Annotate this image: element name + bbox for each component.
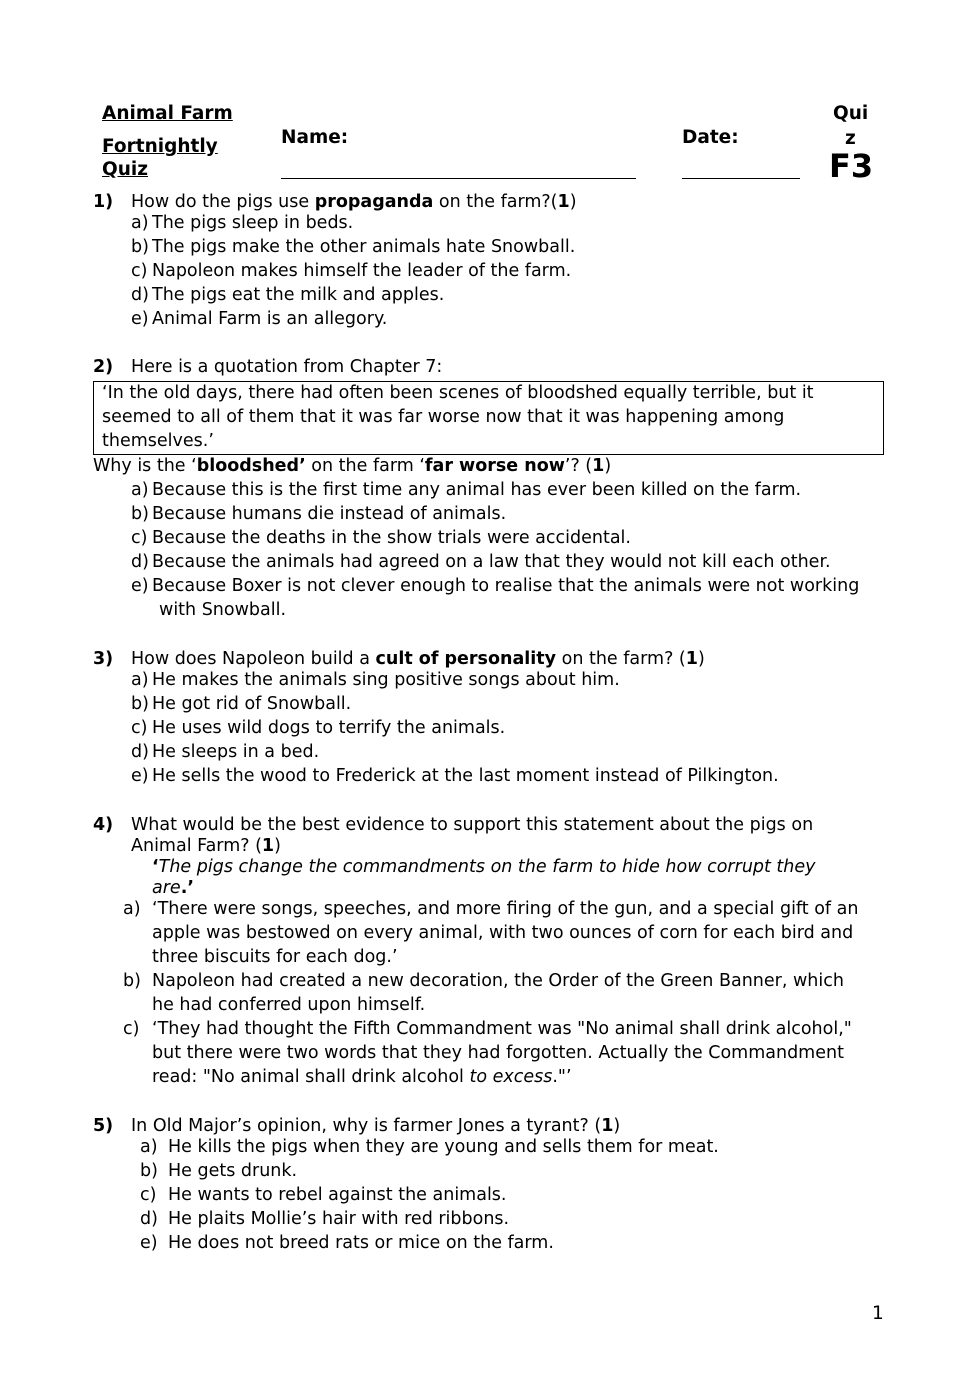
question-4-option-b-line-2: he had conferred upon himself. <box>152 995 426 1015</box>
question-3-text: How does Napoleon build a cult of personality on the farm? (1) <box>131 649 705 669</box>
question-2-option-d[interactable]: d) Because the animals had agreed on a law that they would not kill each other. <box>131 552 831 572</box>
question-4-option-c-line-3: read: "No animal shall drink alcohol to excess."’ <box>152 1067 572 1087</box>
question-4-number: 4) <box>93 815 114 835</box>
question-5-option-a[interactable]: a) He kills the pigs when they are young and sells them for meat. <box>140 1137 719 1157</box>
question-4-option-b-line-1: Napoleon had created a new decoration, the Order of the Green Banner, which <box>152 971 844 991</box>
date-label: Date: <box>682 127 739 148</box>
question-4-option-c-letter[interactable]: c) <box>123 1019 140 1039</box>
question-4-statement-line-2: are.’ <box>152 878 194 898</box>
question-5-option-c[interactable]: c) He wants to rebel against the animals. <box>140 1185 507 1205</box>
question-4-option-b-letter[interactable]: b) <box>123 971 141 991</box>
question-4-option-a-line-2: apple was bestowed on every animal, with two ounces of corn for each bird and <box>152 923 854 943</box>
question-2-option-e-continued: with Snowball. <box>159 600 287 620</box>
quiz-title-line3: Quiz <box>102 159 149 180</box>
question-2-option-a[interactable]: a) Because this is the first time any animal has ever been killed on the farm. <box>131 480 802 500</box>
quotation-line-3: themselves.’ <box>102 431 214 451</box>
question-3-option-e[interactable]: e) He sells the wood to Frederick at the last moment instead of Pilkington. <box>131 766 779 786</box>
quiz-label-part2: z <box>845 128 856 149</box>
question-3-option-a[interactable]: a) He makes the animals sing positive songs about him. <box>131 670 620 690</box>
question-1-option-b[interactable]: b) The pigs make the other animals hate Snowball. <box>131 237 576 257</box>
question-1-text: How do the pigs use propaganda on the farm?(1) <box>131 192 577 212</box>
question-5-option-b[interactable]: b) He gets drunk. <box>140 1161 298 1181</box>
quiz-title-line2: Fortnightly <box>102 136 218 157</box>
question-2-option-e[interactable]: e) Because Boxer is not clever enough to realise that the animals were not working <box>131 576 860 596</box>
question-2-number: 2) <box>93 357 114 377</box>
question-5-number: 5) <box>93 1116 114 1136</box>
question-2-option-c[interactable]: c) Because the deaths in the show trials were accidental. <box>131 528 631 548</box>
question-4-text-line-2: Animal Farm? (1) <box>131 836 281 856</box>
question-1-option-c[interactable]: c) Napoleon makes himself the leader of the farm. <box>131 261 572 281</box>
question-4-option-a-line-3: three biscuits for each dog.’ <box>152 947 398 967</box>
page-number: 1 <box>872 1303 884 1324</box>
question-4-text-line-1: What would be the best evidence to support this statement about the pigs on <box>131 815 814 835</box>
name-label: Name: <box>281 127 349 148</box>
question-5-option-d[interactable]: d) He plaits Mollie’s hair with red ribbons. <box>140 1209 510 1229</box>
question-3-number: 3) <box>93 649 114 669</box>
question-4-statement-line-1: ‘The pigs change the commandments on the farm to hide how corrupt they <box>152 857 816 877</box>
question-2-option-b[interactable]: b) Because humans die instead of animals. <box>131 504 507 524</box>
question-5-option-e[interactable]: e) He does not breed rats or mice on the farm. <box>140 1233 554 1253</box>
question-5-text: In Old Major’s opinion, why is farmer Jones a tyrant? (1) <box>131 1116 621 1136</box>
quiz-label-part1: Qui <box>833 103 869 124</box>
name-line[interactable] <box>281 178 636 179</box>
question-3-option-b[interactable]: b) He got rid of Snowball. <box>131 694 352 714</box>
question-1-option-d[interactable]: d) The pigs eat the milk and apples. <box>131 285 445 305</box>
question-1-option-a[interactable]: a) The pigs sleep in beds. <box>131 213 354 233</box>
question-2-intro: Here is a quotation from Chapter 7: <box>131 357 443 377</box>
question-4-option-c-line-1: ‘They had thought the Fifth Commandment was "No animal shall drink alcohol," <box>152 1019 852 1039</box>
quiz-title-line1: Animal Farm <box>102 103 233 124</box>
question-3-option-d[interactable]: d) He sleeps in a bed. <box>131 742 320 762</box>
question-2-text: Why is the ‘bloodshed’ on the farm ‘far worse now’? (1) <box>93 456 612 476</box>
quiz-code: F3 <box>829 147 874 185</box>
question-1-number: 1) <box>93 192 114 212</box>
question-4-option-c-line-2: but there were two words that they had forgotten. Actually the Commandment <box>152 1043 844 1063</box>
question-4-option-a-letter[interactable]: a) <box>123 899 141 919</box>
question-3-option-c[interactable]: c) He uses wild dogs to terrify the animals. <box>131 718 506 738</box>
date-line[interactable] <box>682 178 800 179</box>
quotation-line-2: seemed to all of them that it was far worse now that it was happening among <box>102 407 785 427</box>
quotation-line-1: ‘In the old days, there had often been scenes of bloodshed equally terrible, but it <box>102 383 814 403</box>
question-1-option-e[interactable]: e) Animal Farm is an allegory. <box>131 309 388 329</box>
question-4-option-a-line-1: ‘There were songs, speeches, and more firing of the gun, and a special gift of an <box>152 899 859 919</box>
